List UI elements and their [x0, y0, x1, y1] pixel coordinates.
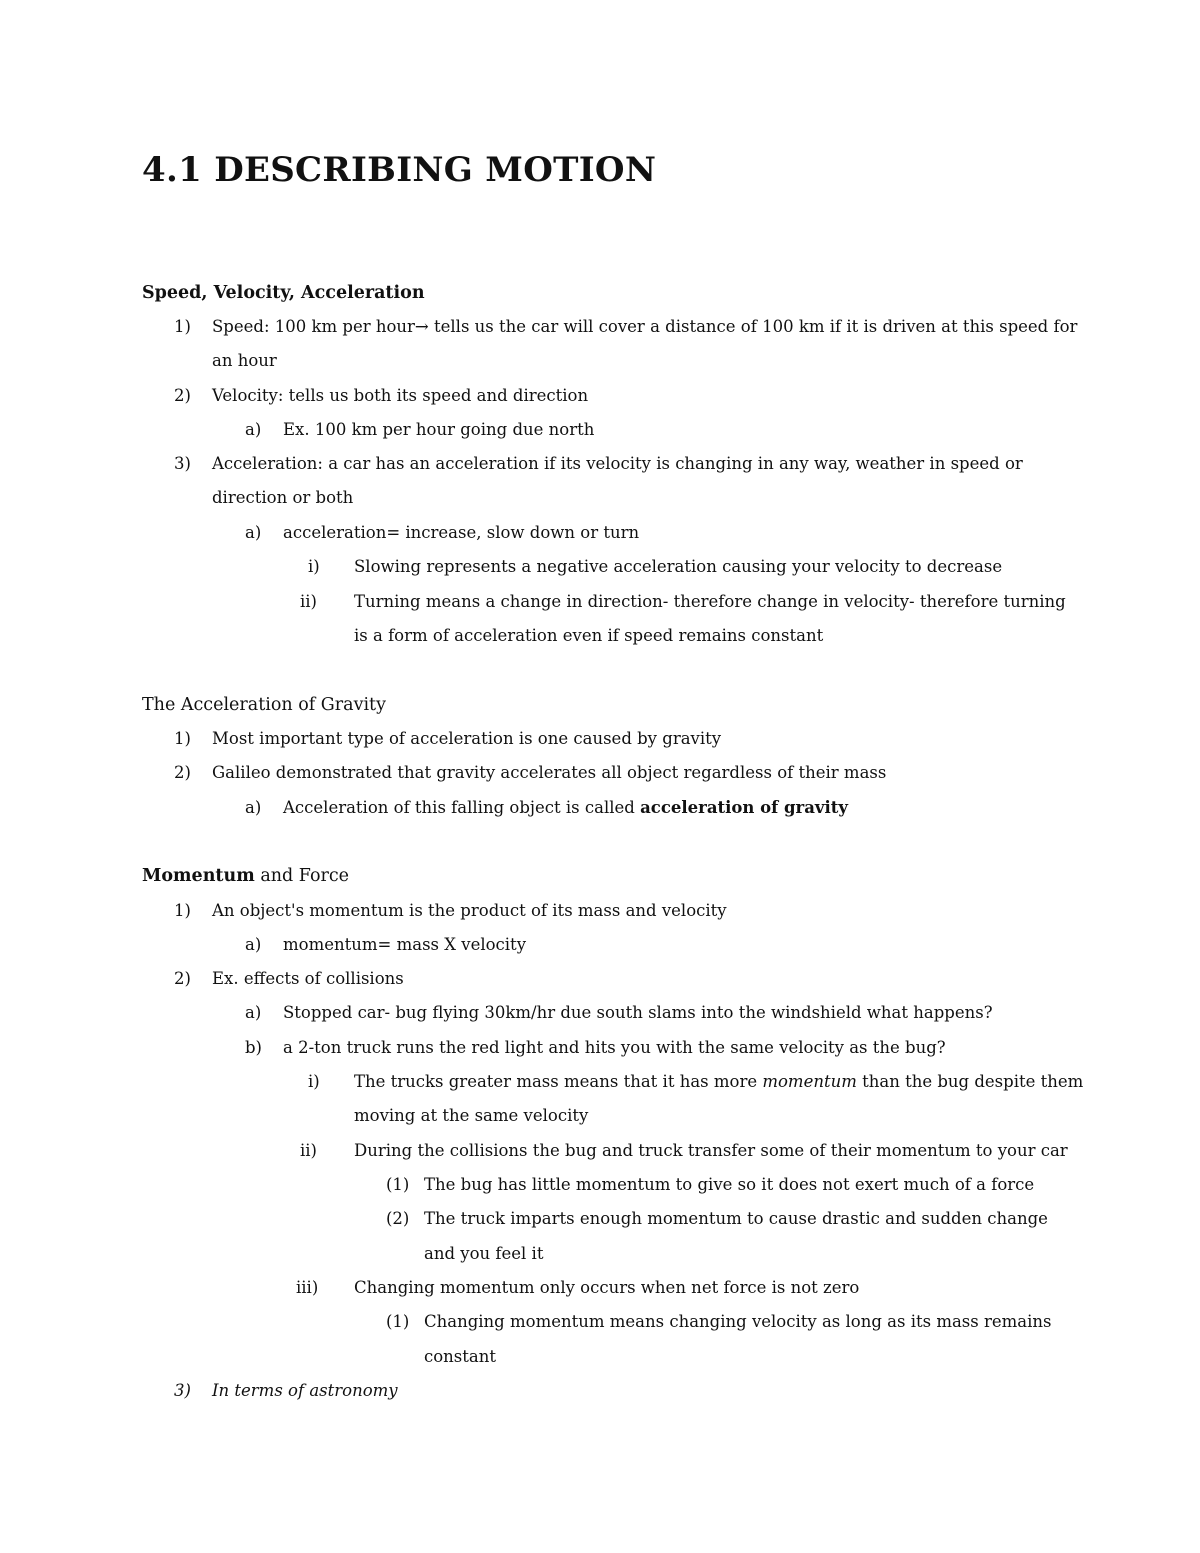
- list-marker: 3): [174, 454, 191, 473]
- list-item-text: constant: [424, 1347, 496, 1366]
- list-marker: a): [245, 420, 262, 439]
- list-item-text: Speed: 100 km per hour→ tells us the car will cover a distance of 100 km if it is driven at this speed for: [212, 317, 1078, 336]
- list-item-text: Ex. effects of collisions: [212, 969, 404, 988]
- list-marker: b): [245, 1038, 262, 1057]
- heading-rest: and Force: [254, 866, 350, 886]
- list-item-text: Ex. 100 km per hour going due north: [283, 420, 595, 439]
- list-item-text: Galileo demonstrated that gravity accelerates all object regardless of their mass: [212, 763, 887, 782]
- list-marker: (1): [386, 1312, 410, 1331]
- section-heading-speed-velocity-acceleration: Speed, Velocity, Acceleration: [142, 283, 425, 303]
- list-item-text: acceleration= increase, slow down or turn: [283, 523, 640, 542]
- list-item-text: The truck imparts enough momentum to cause drastic and sudden change: [424, 1209, 1048, 1228]
- page-title: 4.1 DESCRIBING MOTION: [142, 150, 657, 190]
- list-marker: a): [245, 1003, 262, 1022]
- italic-term: momentum: [762, 1072, 857, 1091]
- list-item-text: Changing momentum only occurs when net force is not zero: [354, 1278, 860, 1297]
- bold-term: acceleration of gravity: [640, 798, 848, 817]
- list-item-text: a 2-ton truck runs the red light and hits you with the same velocity as the bug?: [283, 1038, 946, 1057]
- list-marker: a): [245, 798, 262, 817]
- list-marker: ii): [300, 1141, 317, 1160]
- list-marker: 1): [174, 317, 191, 336]
- list-item-text: An object's momentum is the product of its mass and velocity: [212, 901, 727, 920]
- list-item-text: is a form of acceleration even if speed remains constant: [354, 626, 824, 645]
- list-marker: 2): [174, 386, 191, 405]
- list-marker: iii): [296, 1278, 319, 1297]
- list-item-text: moving at the same velocity: [354, 1106, 589, 1125]
- heading-bold-word: Momentum: [142, 866, 255, 886]
- list-item-text: [354, 1070, 1083, 1094]
- list-marker: (1): [386, 1175, 410, 1194]
- list-item-text: direction or both: [212, 488, 354, 507]
- list-item-text: Stopped car- bug flying 30km/hr due south slams into the windshield what happens?: [283, 1003, 993, 1022]
- list-marker: a): [245, 935, 262, 954]
- text-run: than the bug despite them: [856, 1072, 1084, 1091]
- list-marker: (2): [386, 1209, 410, 1228]
- text-run: Acceleration of this falling object is called: [283, 798, 641, 817]
- list-marker: i): [308, 1072, 320, 1091]
- section-heading-acceleration-of-gravity: The Acceleration of Gravity: [142, 695, 386, 715]
- list-marker: a): [245, 523, 262, 542]
- list-item-text: In terms of astronomy: [212, 1381, 398, 1400]
- list-item-text: an hour: [212, 351, 277, 370]
- list-item-text: Velocity: tells us both its speed and direction: [212, 386, 589, 405]
- list-marker: ii): [300, 592, 317, 611]
- list-item-text: Changing momentum means changing velocity as long as its mass remains: [424, 1312, 1052, 1331]
- list-marker: 1): [174, 729, 191, 748]
- list-item-text: Acceleration: a car has an acceleration if its velocity is changing in any way, weather in speed or: [212, 454, 1023, 473]
- list-item-text: During the collisions the bug and truck transfer some of their momentum to your car: [354, 1141, 1068, 1160]
- list-item-text: Most important type of acceleration is one caused by gravity: [212, 729, 722, 748]
- list-item-text: Turning means a change in direction- therefore change in velocity- therefore turning: [354, 592, 1066, 611]
- list-item-text: Slowing represents a negative acceleration causing your velocity to decrease: [354, 557, 1003, 576]
- text-run: The trucks greater mass means that it has more: [354, 1072, 763, 1091]
- list-marker: 1): [174, 901, 191, 920]
- section-heading-momentum-and-force: [142, 864, 349, 888]
- list-item-text: momentum= mass X velocity: [283, 935, 527, 954]
- list-marker: 2): [174, 763, 191, 782]
- list-item-text: and you feel it: [424, 1244, 544, 1263]
- list-marker: 3): [174, 1381, 191, 1400]
- list-marker: 2): [174, 969, 191, 988]
- list-item-text: [283, 796, 848, 820]
- list-marker: i): [308, 557, 320, 576]
- list-item-text: The bug has little momentum to give so it does not exert much of a force: [424, 1175, 1035, 1194]
